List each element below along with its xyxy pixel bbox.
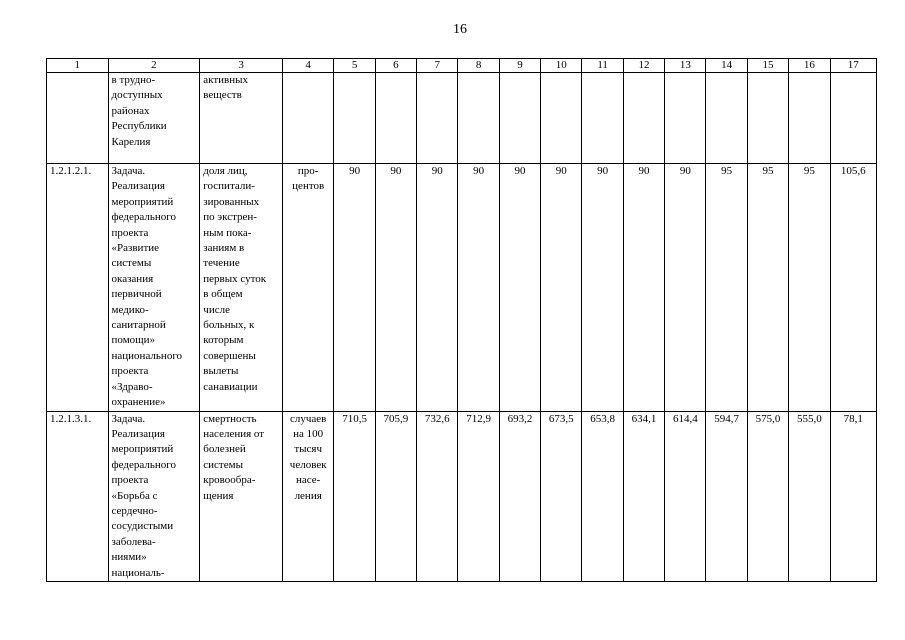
value-cell	[334, 411, 375, 581]
value-cell	[582, 164, 623, 412]
unit-cell-text: про- центов	[292, 165, 325, 193]
task-cell-text: Задача. Реализация мероприятий федерального проекта «Борьба с сердечно- сосудистыми заболева- ниями» националь-	[111, 412, 176, 579]
value-cell	[582, 411, 623, 581]
value-cell	[747, 411, 788, 581]
indicator-cell	[200, 164, 283, 412]
value-cell	[499, 164, 540, 412]
column-header: 7	[417, 59, 458, 73]
value-cell	[375, 164, 416, 412]
value-cell	[334, 164, 375, 412]
value-cell	[623, 73, 664, 164]
value-cell-text: 95	[762, 165, 774, 177]
value-cell-text: 555,0	[796, 412, 822, 425]
value-cell-text: 634,1	[631, 412, 657, 425]
value-cell-text: 105,6	[840, 165, 866, 177]
value-cell-text: 90	[390, 165, 402, 177]
column-header: 16	[789, 59, 830, 73]
value-cell	[623, 164, 664, 412]
indicator-cell	[200, 411, 283, 581]
value-cell	[747, 73, 788, 164]
column-header: 4	[282, 59, 333, 73]
value-cell-text: 90	[431, 165, 443, 177]
page-number: 16	[453, 22, 467, 37]
value-cell-text: 614,4	[672, 412, 698, 425]
column-header: 17	[830, 59, 876, 73]
value-cell	[499, 411, 540, 581]
value-cell-text: 95	[721, 165, 733, 177]
value-cell	[830, 164, 876, 412]
value-cell-text: 710,5	[342, 412, 367, 425]
value-cell	[375, 73, 416, 164]
indicator-cell-text: смертность населения от болезней системы кровообра- щения	[203, 412, 265, 502]
unit-cell	[282, 164, 333, 412]
value-cell	[789, 164, 830, 412]
value-cell-text: 673,5	[548, 412, 574, 425]
value-cell	[541, 164, 582, 412]
column-header: 9	[499, 59, 540, 73]
table-row	[47, 411, 877, 581]
task-cell-text: в трудно- доступных районах Республики Карелия	[111, 74, 167, 148]
value-cell	[541, 73, 582, 164]
value-cell-text: 705,9	[383, 412, 409, 425]
task-cell	[108, 73, 200, 164]
column-header: 1	[47, 59, 109, 73]
value-cell	[458, 411, 499, 581]
value-cell-text: 78,1	[843, 412, 863, 425]
column-header: 11	[582, 59, 623, 73]
value-cell	[334, 73, 375, 164]
value-cell-text: 90	[555, 165, 567, 177]
indicators-table	[46, 58, 877, 582]
value-cell	[417, 73, 458, 164]
column-header: 5	[334, 59, 375, 73]
value-cell	[541, 411, 582, 581]
table-row	[47, 164, 877, 412]
unit-cell	[282, 411, 333, 581]
column-header: 2	[108, 59, 200, 73]
value-cell-text: 712,9	[466, 412, 491, 425]
value-cell	[582, 73, 623, 164]
column-header: 10	[541, 59, 582, 73]
column-header: 15	[747, 59, 788, 73]
indicator-cell-text: доля лиц, госпитали- зированных по экстрен- ным пока- заниям в течение первых суток в общем числе больных, к которым совершены вылеты санавиации	[203, 165, 267, 393]
table-header-row	[47, 59, 877, 73]
unit-cell	[282, 73, 333, 164]
task-cell-text: Задача. Реализация мероприятий федерального проекта «Развитие системы оказания первичной медико- санитарной помощи» национального проекта «Здраво- охранение»	[111, 165, 183, 409]
column-header: 12	[623, 59, 664, 73]
value-cell-text: 693,2	[507, 412, 533, 425]
task-cell	[108, 411, 200, 581]
value-cell-text: 95	[803, 165, 815, 177]
value-cell	[747, 164, 788, 412]
value-cell	[665, 73, 706, 164]
value-cell	[458, 73, 499, 164]
column-header: 3	[200, 59, 283, 73]
row-code-cell-text: 1.2.1.3.1.	[50, 412, 92, 425]
row-code-cell	[47, 411, 109, 581]
column-header: 6	[375, 59, 416, 73]
value-cell-text: 90	[473, 165, 485, 177]
value-cell-text: 90	[679, 165, 691, 177]
column-header: 13	[665, 59, 706, 73]
value-cell-text: 594,7	[714, 412, 740, 425]
value-cell	[458, 164, 499, 412]
value-cell-text: 90	[638, 165, 650, 177]
value-cell	[706, 73, 747, 164]
value-cell	[417, 164, 458, 412]
value-cell	[789, 411, 830, 581]
value-cell-text: 575,0	[755, 412, 781, 425]
row-code-cell-text: 1.2.1.2.1.	[50, 165, 92, 177]
task-cell	[108, 164, 200, 412]
row-code-cell	[47, 73, 109, 164]
value-cell	[665, 411, 706, 581]
indicator-cell	[200, 73, 283, 164]
value-cell-text: 653,8	[590, 412, 615, 425]
value-cell	[623, 411, 664, 581]
value-cell	[665, 164, 706, 412]
value-cell	[706, 164, 747, 412]
column-header: 14	[706, 59, 747, 73]
value-cell	[706, 411, 747, 581]
value-cell	[499, 73, 540, 164]
value-cell-text: 90	[349, 165, 361, 177]
value-cell	[830, 411, 876, 581]
row-code-cell	[47, 164, 109, 412]
value-cell	[375, 411, 416, 581]
indicator-cell-text: активных веществ	[203, 74, 249, 102]
unit-cell-text: случаев на 100 тысяч человек насе- ления	[289, 412, 327, 502]
value-cell-text: 90	[514, 165, 526, 177]
value-cell-text: 90	[597, 165, 609, 177]
value-cell-text: 732,6	[424, 412, 450, 425]
column-header: 8	[458, 59, 499, 73]
value-cell	[417, 411, 458, 581]
value-cell	[789, 73, 830, 164]
table-row	[47, 73, 877, 164]
value-cell	[830, 73, 876, 164]
